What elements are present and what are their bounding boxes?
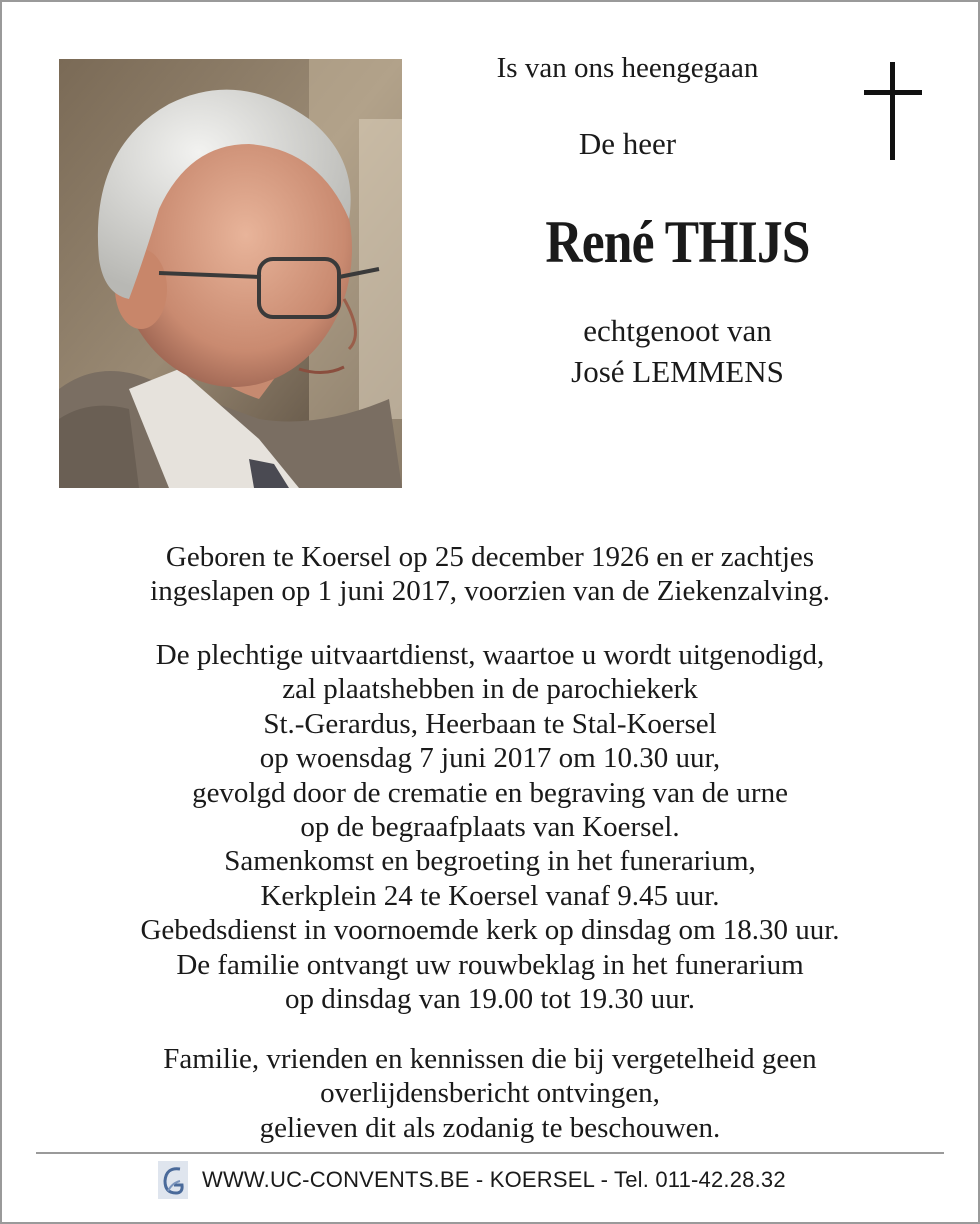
text-line: ingeslapen op 1 juni 2017, voorzien van de Ziekenzalving. — [150, 575, 830, 608]
text-line: op woensdag 7 juni 2017 om 10.30 uur, — [259, 742, 721, 775]
footer-divider — [36, 1152, 944, 1154]
footer-contact: WWW.UC-CONVENTS.BE - KOERSEL - Tel. 011-42.28.32 — [202, 1167, 786, 1192]
spouse-label: echtgenoot van — [583, 313, 772, 348]
funeral-home-logo — [158, 1161, 188, 1199]
footer — [158, 1160, 786, 1200]
text-line: gelieven dit als zodanig te beschouwen. — [259, 1111, 721, 1144]
birth-death-paragraph — [30, 540, 950, 609]
text-line: Geboren te Koersel op 25 december 1926 en er zachtjes — [165, 541, 815, 573]
spouse-name: José LEMMENS — [571, 354, 784, 389]
text-line: op de begraafplaats van Koersel. — [300, 811, 680, 844]
text-line: gevolgd door de crematie en begraving van de urne — [192, 776, 788, 809]
text-line: De plechtige uitvaartdienst, waartoe u wordt uitgenodigd, — [155, 639, 825, 671]
text-line: De familie ontvangt uw rouwbeklag in het funerarium — [176, 948, 804, 981]
text-line: Samenkomst en begroeting in het funerarium, — [224, 845, 756, 878]
text-line: Familie, vrienden en kennissen die bij vergetelheid geen — [163, 1043, 817, 1075]
text-line: zal plaatshebben in de parochiekerk — [282, 673, 698, 706]
portrait-photo — [59, 59, 402, 488]
text-line: St.-Gerardus, Heerbaan te Stal-Koersel — [263, 707, 717, 740]
honorific: De heer — [578, 126, 677, 161]
intro-line: Is van ons heengegaan — [496, 52, 759, 84]
closing-paragraph — [30, 1042, 950, 1145]
funeral-details-paragraph — [30, 638, 950, 1016]
text-line: Gebedsdienst in voornoemde kerk op dinsdag om 18.30 uur. — [140, 914, 840, 947]
text-line: op dinsdag van 19.00 tot 19.30 uur. — [284, 983, 695, 1016]
text-line: Kerkplein 24 te Koersel vanaf 9.45 uur. — [260, 879, 720, 912]
cross-icon — [864, 62, 922, 160]
text-line: overlijdensbericht ontvingen, — [320, 1077, 660, 1110]
portrait-illustration — [59, 59, 402, 488]
deceased-name: René THIJS — [545, 209, 810, 275]
